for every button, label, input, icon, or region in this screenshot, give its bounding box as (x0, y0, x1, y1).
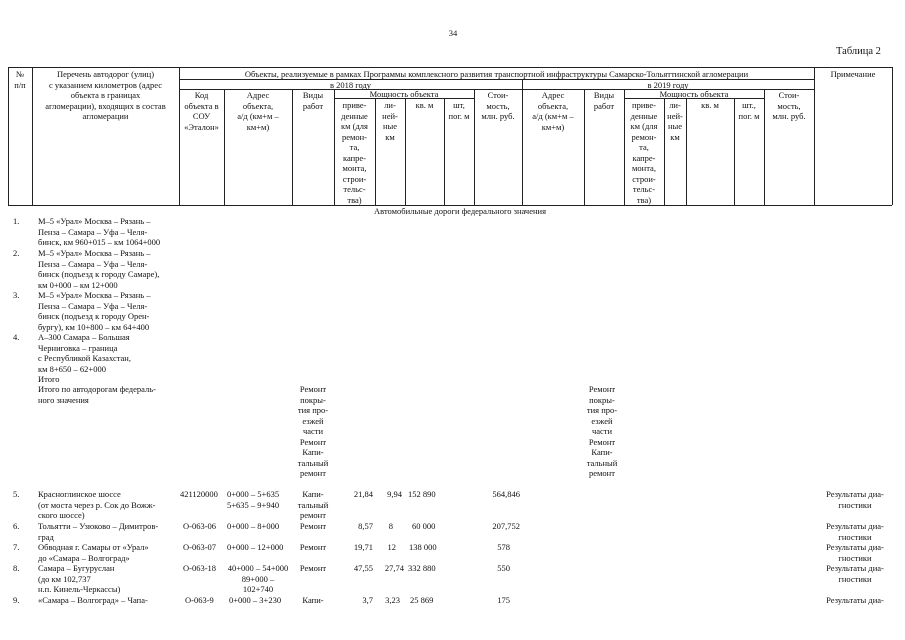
row-number: 8. (13, 563, 20, 573)
header-works-2019: Виды работ (593, 90, 615, 111)
header-num: № п/п (14, 69, 26, 90)
linear-km: 12 (387, 542, 396, 552)
header-cap-reduced: приве- денные км (для ремон- та, капре- монта, строи- тельс- тва) (341, 100, 368, 205)
reduced-km: 3,7 (362, 595, 373, 605)
header-note: Примечание (830, 69, 876, 79)
cost: 207,752 (492, 521, 520, 531)
road-name: Обводная г. Самары от «Урал» до «Самара – Волгоград» (38, 542, 149, 563)
road-name: «Самара – Волгоград» – Чапа- (38, 595, 148, 605)
note: Результаты диа- гностики (826, 542, 884, 563)
header-capacity-2019: Мощность объекта (659, 89, 729, 99)
object-address: 40+000 – 54+000 89+000 – 102+740 (227, 563, 289, 594)
header-sqm: кв. м (415, 100, 434, 110)
reduced-km: 8,57 (358, 521, 373, 531)
road-name: М–5 «Урал» Москва – Рязань – Пенза – Самара – Уфа – Челя- бинск (подъезд к городу Самаре), км 0+000 – км 12+000 (38, 248, 160, 290)
works-summary-2019: Ремонт покры- тия про- езжей части Ремонт Капи- тальный ремонт (586, 384, 618, 478)
header-code: Код объекта в СОУ «Эталон» (184, 90, 219, 132)
header-works: Виды работ (302, 90, 324, 111)
linear-km: 8 (388, 521, 393, 531)
works-type: Капи- тальный ремонт (297, 489, 329, 520)
object-code: О-063-06 (183, 521, 217, 531)
road-name: Самара – Бугуруслан (до км 102,737 н.п. Кинель-Черкассы) (38, 563, 121, 594)
works-summary-2018: Ремонт покры- тия про- езжей части Ремонт Капи- тальный ремонт (297, 384, 329, 478)
header-pcs: шт, пог. м (448, 100, 470, 121)
linear-km: 27,74 (384, 563, 404, 573)
works-type: Ремонт (299, 521, 327, 531)
object-code: О-063-07 (183, 542, 217, 552)
header-cap-linear: ли- ней- ные км (382, 100, 398, 142)
header-sqm-2019: кв. м (701, 100, 719, 110)
object-address: 0+000 – 3+230 (229, 595, 282, 605)
section-title: Автомобильные дороги федерального значения (374, 206, 546, 216)
works-type: Капи- (302, 595, 324, 605)
header-address: Адрес объекта, а/д (км+м – км+м) (237, 90, 279, 132)
reduced-km: 21,84 (353, 489, 373, 499)
reduced-km: 19,71 (353, 542, 373, 552)
area-sqm: 25 869 (410, 595, 434, 605)
header-year-2019: в 2019 году (647, 80, 689, 90)
row-number: 9. (13, 595, 20, 605)
row-number: 5. (13, 489, 20, 499)
note: Результаты диа- гностики (826, 563, 884, 584)
header-road-list: Перечень автодорог (улиц) с указанием километров (адрес объекта в границах агломерации), входящих в состав агломерации (45, 69, 166, 121)
header-year-2018: в 2018 году (329, 80, 372, 90)
road-name: Красноглинское шоссе (от моста через р. Сок до Вожж- ского шоссе) (38, 489, 156, 520)
total-label: Итого (38, 374, 60, 384)
works-type: Ремонт (299, 542, 327, 552)
area-sqm: 138 000 (409, 542, 437, 552)
row-number: 2. (13, 248, 20, 258)
header-cap-linear-2019: ли- ней- ные км (667, 100, 683, 142)
object-address: 0+000 – 12+000 (227, 542, 284, 552)
object-address: 0+000 – 5+635 5+635 – 9+940 (227, 489, 280, 510)
cost: 175 (497, 595, 510, 605)
cost: 564,846 (492, 489, 520, 499)
object-code: 421120000 (180, 489, 218, 499)
note: Результаты диа- гностики (826, 521, 884, 542)
table-title: Таблица 2 (836, 46, 881, 57)
note: Результаты диа- (826, 595, 884, 605)
road-name: Тольятти – Узюково – Димитров- град (38, 521, 159, 542)
row-number: 3. (13, 290, 20, 300)
total-federal-label: Итого по автодорогам федераль- ного значения (38, 384, 156, 405)
object-code: О-063-18 (183, 563, 217, 573)
road-name: А–300 Самара – Большая Черниговка – граница с Республикой Казахстан, км 8+650 – 62+000 (38, 332, 131, 374)
area-sqm: 152 890 (408, 489, 436, 499)
object-address: 0+000 – 8+000 (227, 521, 280, 531)
row-number: 4. (13, 332, 20, 342)
header-cost-2019: Стои- мость, млн. руб. (772, 90, 806, 121)
header-capacity: Мощность объекта (369, 89, 439, 99)
header-cap-reduced-2019: приве- денные км (для ремон- та, капре- монта, строи- тельс- тва) (630, 100, 658, 205)
row-number: 6. (13, 521, 20, 531)
area-sqm: 60 000 (412, 521, 436, 531)
header-address-2019: Адрес объекта, а/д (км+м – км+м) (532, 90, 574, 132)
works-type: Ремонт (299, 563, 327, 573)
header-pcs-2019: шт., пог. м (738, 100, 760, 121)
row-number: 7. (13, 542, 20, 552)
road-name: М–5 «Урал» Москва – Рязань – Пенза – Самара – Уфа – Челя- бинск (подъезд к городу Орен- бургу), км 10+800 – км 64+400 (38, 290, 151, 332)
page-number: 34 (448, 28, 458, 38)
row-number: 1. (13, 216, 20, 226)
road-name: М–5 «Урал» Москва – Рязань – Пенза – Самара – Уфа – Челя- бинск, км 960+015 – км 1064+000 (38, 216, 161, 247)
cost: 578 (497, 542, 510, 552)
area-sqm: 332 880 (408, 563, 436, 573)
cost: 550 (497, 563, 510, 573)
header-cost: Стои- мость, млн. руб. (481, 90, 515, 121)
linear-km: 3,23 (385, 595, 400, 605)
reduced-km: 47,55 (353, 563, 373, 573)
header-program: Объекты, реализуемые в рамках Программы комплексного развития транспортной инфраструктуры Самарско-Тольяттинской агломерации (244, 69, 749, 79)
object-code: О-063-9 (185, 595, 214, 605)
note: Результаты диа- гностики (826, 489, 884, 510)
linear-km: 9,94 (387, 489, 402, 499)
